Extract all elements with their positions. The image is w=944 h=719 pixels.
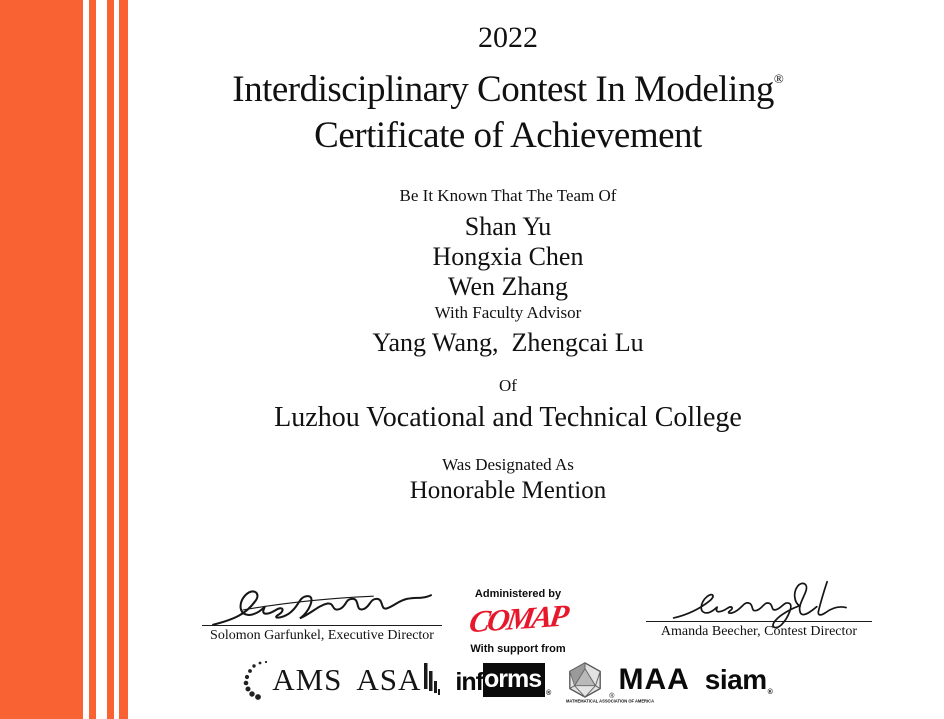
informs-registered-mark: ®	[546, 690, 552, 697]
support-from-label: With support from	[470, 643, 566, 655]
siam-logo	[705, 664, 773, 696]
informs-logo	[455, 663, 551, 697]
maa-wordmark: MAA	[618, 663, 690, 696]
contest-director-name: Amanda Beecher, Contest Director	[660, 624, 858, 639]
contest-director-signature-block	[646, 580, 872, 640]
team-member-2: Hongxia Chen	[432, 242, 584, 271]
certificate-title-text: Interdisciplinary Contest In Modeling	[232, 69, 774, 110]
institution-name: Luzhou Vocational and Technical College	[274, 402, 742, 433]
designation-award: Honorable Mention	[409, 477, 607, 504]
asa-wordmark: ASA	[356, 662, 422, 697]
ams-wordmark: AMS	[272, 662, 343, 697]
informs-prefix: inf	[455, 668, 483, 696]
executive-director-name: Solomon Garfunkel, Executive Director	[210, 628, 434, 643]
left-border-stripe-3	[119, 0, 128, 719]
comap-block	[452, 588, 584, 655]
of-label: Of	[499, 376, 517, 395]
designation-intro-text: Was Designated As	[442, 455, 574, 474]
executive-director-signature-block	[202, 586, 442, 644]
team-member-3: Wen Zhang	[448, 272, 568, 301]
solomon-garfunkel-signature-icon	[204, 586, 440, 634]
certificate-title	[128, 69, 888, 110]
amanda-beecher-signature-icon	[653, 580, 865, 630]
registered-trademark-mark: ®	[773, 71, 784, 86]
advisor-intro-text: With Faculty Advisor	[434, 303, 582, 322]
sponsor-logos-row	[128, 655, 888, 705]
team-member-1: Shan Yu	[464, 212, 552, 241]
left-border-stripe-1	[89, 0, 96, 719]
left-border-stripe-2	[107, 0, 114, 719]
certificate-subtitle: Certificate of Achievement	[314, 115, 702, 156]
comap-logo: COMAP	[467, 597, 569, 640]
siam-wordmark: siam	[704, 664, 767, 695]
siam-registered-mark: ®	[767, 689, 773, 696]
intro-text: Be It Known That The Team Of	[399, 186, 617, 205]
ams-arc-icon	[243, 659, 269, 701]
left-border-bar	[0, 0, 83, 719]
maa-registered-mark: ®	[609, 693, 615, 700]
maa-caption: MATHEMATICAL ASSOCIATION OF AMERICA	[566, 699, 655, 705]
informs-suffix: orms	[483, 663, 545, 697]
ams-asa-logo	[243, 659, 440, 701]
faculty-advisors: Yang Wang, Zhengcai Lu	[372, 328, 644, 357]
signature-line	[202, 625, 442, 626]
administered-by-label: Administered by	[474, 588, 562, 600]
signature-line	[646, 621, 872, 622]
asa-bars-icon	[424, 663, 440, 697]
maa-polyhedron-icon	[566, 660, 604, 700]
maa-logo	[566, 660, 690, 705]
certificate-year: 2022	[478, 21, 538, 54]
